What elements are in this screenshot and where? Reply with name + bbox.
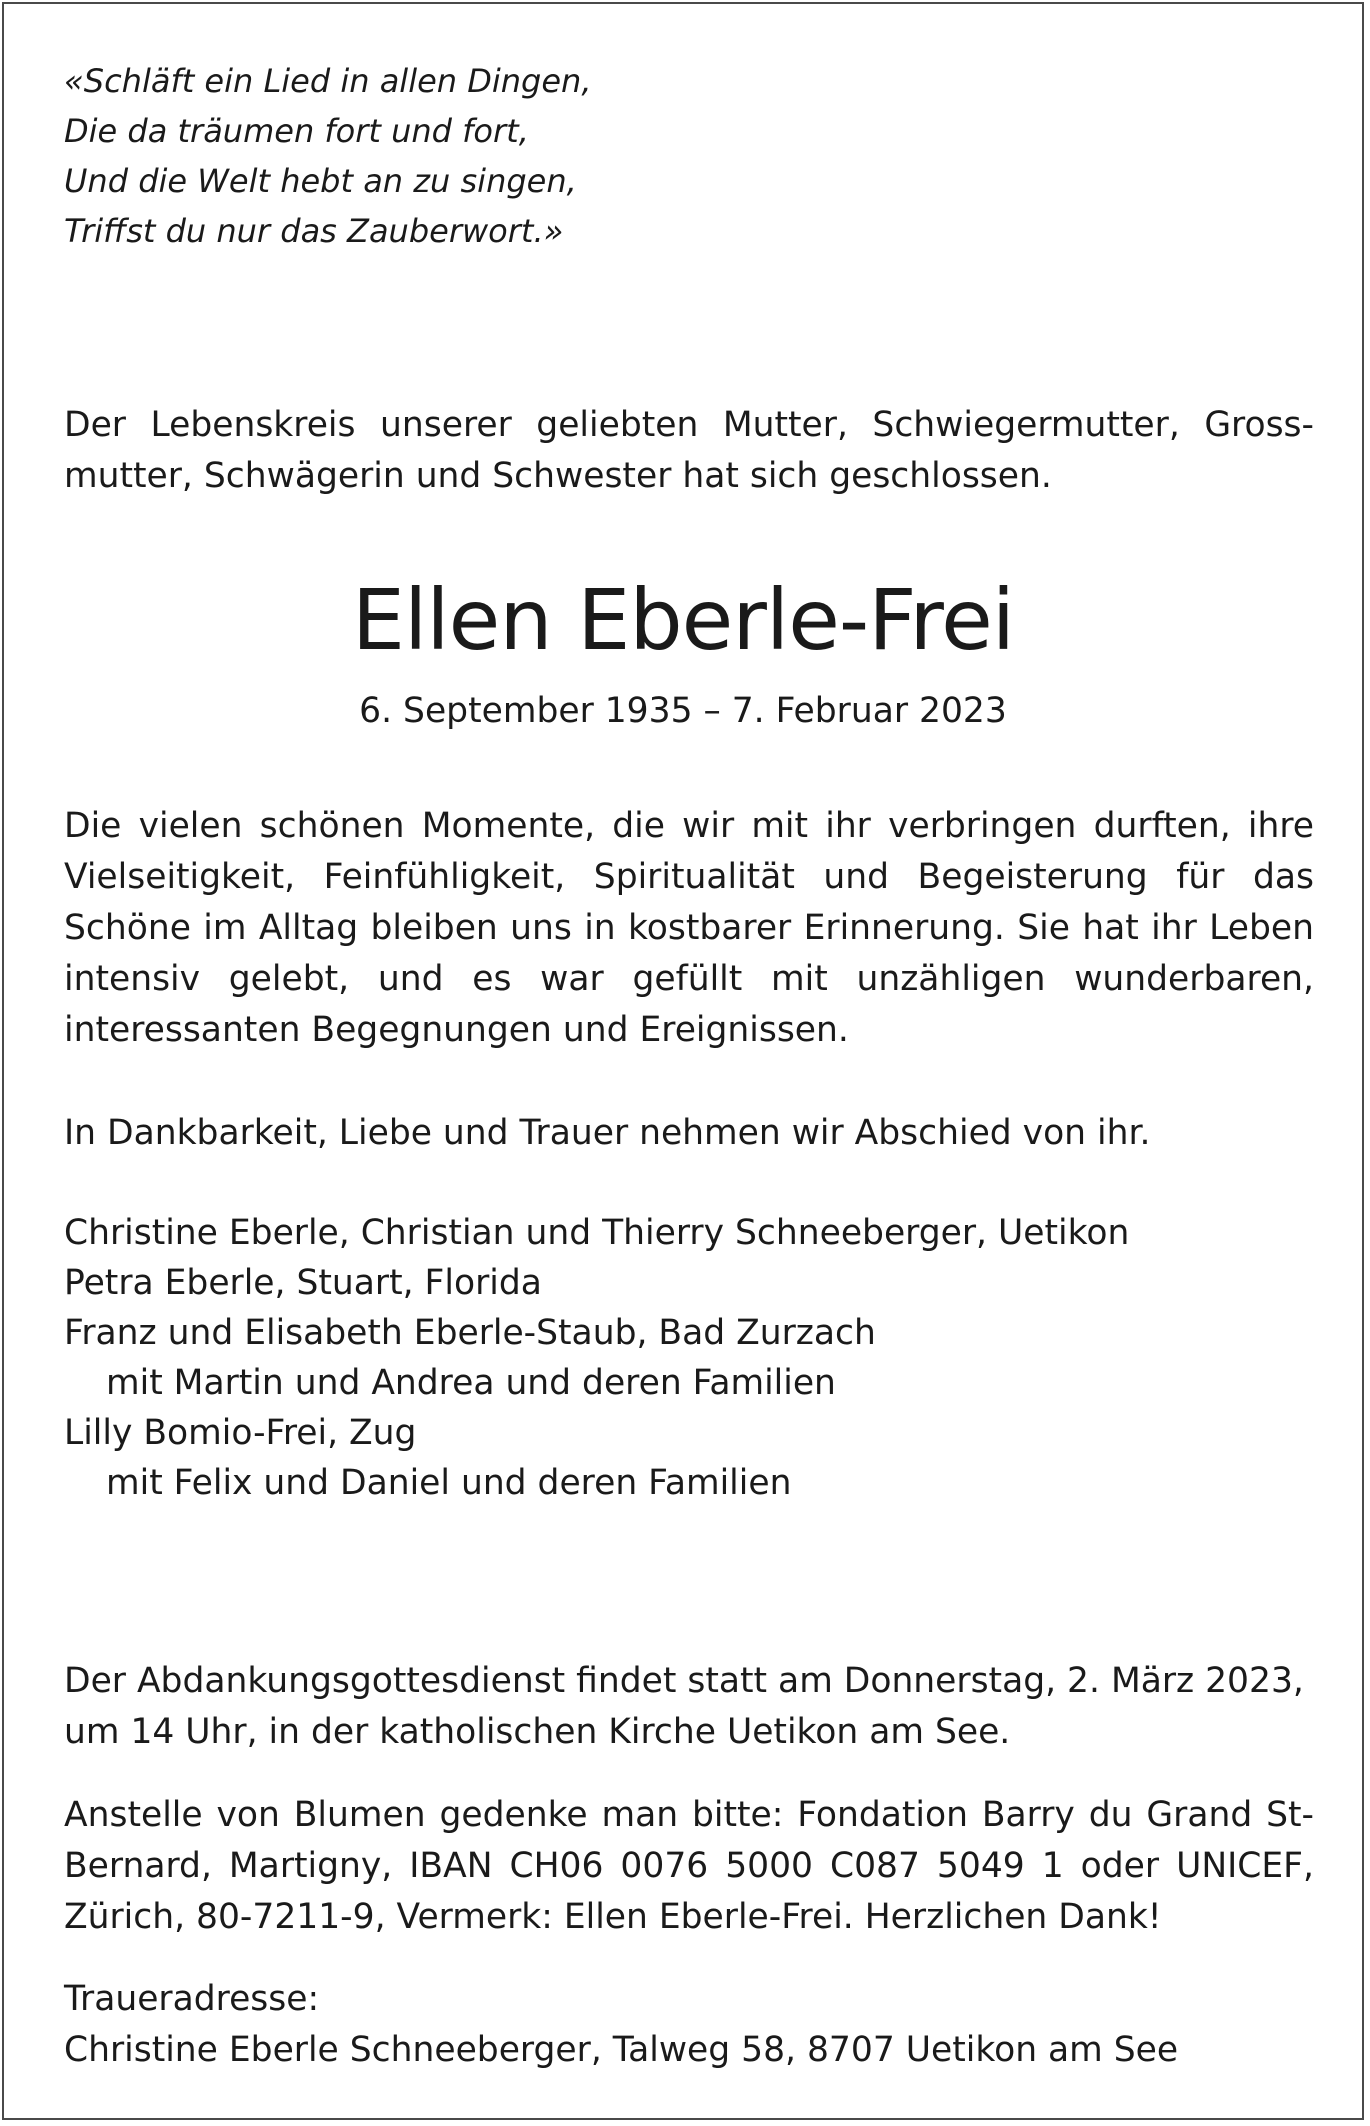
- mourner-line: Petra Eberle, Stuart, Florida: [64, 1263, 542, 1303]
- donation-info: Anstelle von Blumen gedenke man bitte: Fondation Barry du Grand St-Bernard, Martigny, IBAN CH06 0076 5000 C087 5049 1 oder UNICEF, Zürich, 80-7211-9, Vermerk: Ellen Eberle-Frei. Herzlichen Dank!: [64, 1795, 1314, 1937]
- life-dates: 6. September 1935 – 7. Februar 2023: [359, 691, 1007, 731]
- poem-line: «Schläft ein Lied in allen Dingen,: [64, 62, 592, 100]
- poem-quote: [64, 56, 591, 256]
- address-label: Traueradresse:: [64, 1979, 320, 2019]
- address-value: Christine Eberle Schneeberger, Talweg 58, 8707 Uetikon am See: [64, 2030, 1179, 2070]
- mourner-line: mit Martin und Andrea und deren Familien: [106, 1363, 836, 1403]
- mourners-list: [64, 1208, 1129, 1508]
- tribute-text: Die vielen schönen Momente, die wir mit ihr verbringen durften, ihre Vielseitigkeit, Feinfühligkeit, Spiritualität und Begeisterung für das Schöne im Alltag bleiben uns in kostbarer Erinnerung. Sie hat ihr Leben intensiv gelebt, und es war gefüllt mit unzähligen wunderbaren, interessanten Begegnungen und Ereignissen.: [64, 806, 1314, 1050]
- poem-line: Und die Welt hebt an zu singen,: [64, 162, 577, 200]
- service-info: Der Abdankungsgottesdienst findet statt am Donnerstag, 2. März 2023, um 14 Uhr, in der katholischen Kirche Uetikon am See.: [64, 1661, 1304, 1752]
- mourner-line: Franz und Elisabeth Eberle-Staub, Bad Zurzach: [64, 1313, 876, 1353]
- mourner-line: mit Felix und Daniel und deren Familien: [106, 1463, 792, 1503]
- obituary-notice: [2, 2, 1364, 2120]
- deceased-name: Ellen Eberle-Frei: [351, 571, 1015, 669]
- mourning-address: [64, 1974, 1314, 2076]
- poem-line: Die da träumen fort und fort,: [64, 112, 529, 150]
- intro-text: Der Lebenskreis unserer geliebten Mutter, Schwiegermutter, Grossmutter, Schwägerin und Schwester hat sich geschlossen.: [64, 405, 1314, 496]
- poem-line: Triffst du nur das Zauberwort.»: [64, 212, 564, 250]
- mourner-line: Lilly Bomio-Frei, Zug: [64, 1413, 417, 1453]
- mourner-line: Christine Eberle, Christian und Thierry Schneeberger, Uetikon: [64, 1213, 1130, 1253]
- farewell-text: In Dankbarkeit, Liebe und Trauer nehmen wir Abschied von ihr.: [64, 1113, 1151, 1153]
